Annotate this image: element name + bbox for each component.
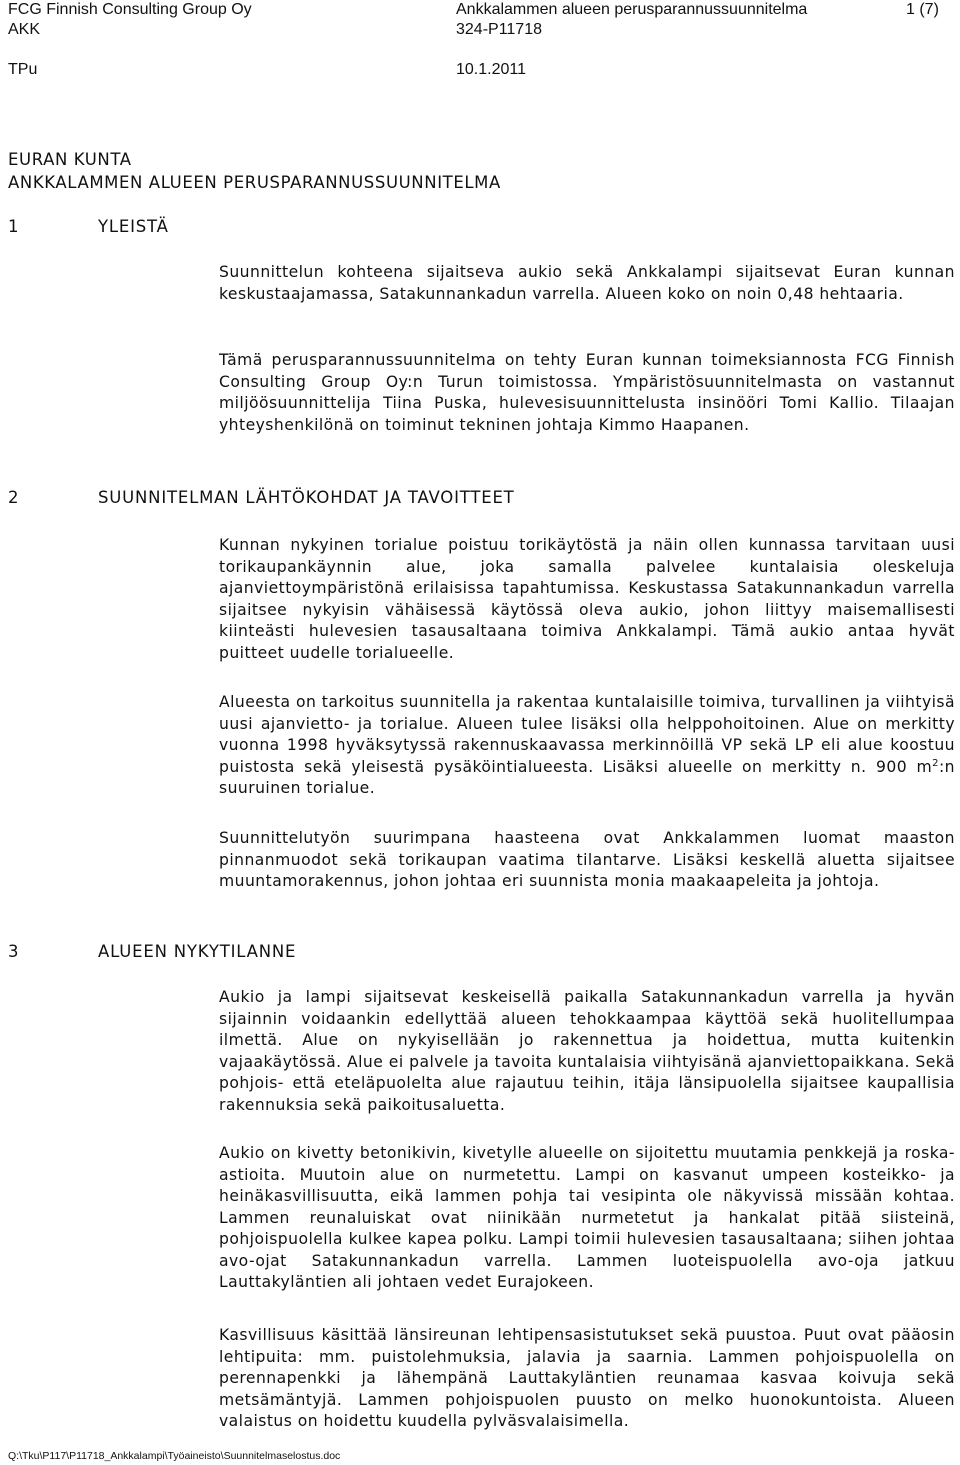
header-author: TPu [8,61,38,78]
section-heading-3 [8,941,708,963]
paragraph-surfaces: Aukio on kivetty betonikivin, kivetylle alueelle on sijoitettu muutamia penkkejä ja roska-astioita. Muutoin alue on nurmetettu. Lampi on kasvanut umpeen kosteikko- ja heinäkasvillisuutta, eikä lammen pohja tai vesipinta ole näkyvissä missään kohtaa. Lammen reunaluiskat ovat niinikään nurmetetut ja hankalat pitää siisteinä, pohjoispuolella kulkee kapea polku. Lampi toimii hulevesien tasausaltaana; siihen johtaa avo-ojat Satakunnankadun varrella. Lammen luoteispuolella avo-oja jatkuu Lauttakyläntien ali johtaen vedet Eurajokeen. [219,1144,955,1291]
header-page-number: 1 (7) [906,1,939,18]
section-title: YLEISTÄ [98,217,169,236]
paragraph-goals-text-end: :n suuruinen torialue. [219,757,955,797]
header-date: 10.1.2011 [456,61,526,78]
section-title: ALUEEN NYKYTILANNE [98,942,297,961]
paragraph-current-use: Aukio ja lampi sijaitsevat keskeisellä paikalla Satakunnankadun varrella ja hyvän sijainnin voidaankin edellyttää alueen tehokkaampaa käyttöä sekä huolitellumpaa ilmettä. Alue on nykyisellään jo rakennettua ja hoidettua, mutta kuitenkin vajaakäytössä. Alue ei palvele ja tavoita kuntalaisia viihtyisänä ajanviettopaikkana. Sekä pohjois- että eteläpuolelta alue rajautuu teihin, itäja länsipuolella sijaitsee kaupallisia rakennuksia sekä paikoitusaluetta. [219,988,955,1114]
paragraph-vegetation: Kasvillisuus käsittää länsireunan lehtipensasistutukset sekä puustoa. Puut ovat pääosin lehtipuita: mm. puistolehmuksia, jalavia ja saarnia. Lammen pohjoispuolella on perennapenkki ja lähempänä Lauttakyläntien reunamaa kasvaa koivuja sekä metsämäntyjä. Lammen pohjoispuolen puusto on melko huonokuntoista. Alueen valaistus on hoidettu kuudella pylväsvalaisimella. [219,1326,955,1430]
section-heading-2 [8,487,708,509]
header-company: FCG Finnish Consulting Group Oy [8,1,252,18]
document-title-municipality: EURAN KUNTA [8,150,132,169]
footer-file-path: Q:\Tku\P117\P11718_Ankkalampi\Työaineisto\Suunnitelmaselostus.doc [8,1450,341,1462]
header-unit: AKK [8,21,41,38]
section-number: 2 [8,488,19,507]
section-heading-1 [8,216,708,238]
document-title-plan: ANKKALAMMEN ALUEEN PERUSPARANNUSSUUNNITELMA [8,173,501,192]
paragraph-background: Kunnan nykyinen torialue poistuu torikäytöstä ja näin ollen kunnassa tarvitaan uusi torikaupankäynnin alue, joka samalla palvelee kuntalaisia oleskeluja ajanviettoympäristönä erilaisissa tapahtumissa. Keskustassa Satakunnankadun varrella sijaitsee nykyisin vähäisessä käytössä oleva aukio, johon liittyy maisemallisesti kiinteästi hulevesien tasausaltaana toimiva Ankkalampi. Tämä aukio antaa hyvät puitteet uudelle torialueelle. [219,536,955,662]
paragraph-challenges: Suunnittelutyön suurimpana haasteena ovat Ankkalammen luomat maaston pinnanmuodot sekä torikaupan vaatima tilantarve. Lisäksi keskellä aluetta sijaitsee muuntamorakennus, johon johtaa eri suunnista monia maakaapeleita ja johtoja. [219,829,955,890]
paragraph-goals [219,692,955,800]
section-number: 3 [8,942,19,961]
superscript: 2 [932,757,939,769]
paragraph-commission: Tämä perusparannussuunnitelma on tehty Euran kunnan toimeksiannosta FCG Finnish Consulting Group Oy:n Turun toimistossa. Ympäristösuunnitelmasta on vastannut miljöösuunnittelija Tiina Puska, hulevesisuunnittelusta insinööri Tomi Kallio. Tilaajan yhteyshenkilönä on toiminut tekninen johtaja Kimmo Haapanen. [219,351,955,434]
section-title: SUUNNITELMAN LÄHTÖKOHDAT JA TAVOITTEET [98,488,515,507]
paragraph-location: Suunnittelun kohteena sijaitseva aukio sekä Ankkalampi sijaitsevat Euran kunnan keskustaajamassa, Satakunnankadun varrella. Alueen koko on noin 0,48 hehtaaria. [219,263,955,303]
header-doc-title: Ankkalammen alueen perusparannussuunnitelma [456,1,808,18]
paragraph-goals-text: Alueesta on tarkoitus suunnitella ja rakentaa kuntalaisille toimiva, turvallinen ja viihtyisä uusi ajanvietto- ja torialue. Alueen tulee lisäksi olla helppohoitoinen. Alue on merkitty vuonna 1998 hyväksytyssä rakennuskaavassa merkinnöillä VP sekä LP eli alue koostuu puistosta sekä yleisestä pysäköintialueesta. Lisäksi alueelle on merkitty n. 900 m [219,693,955,776]
header-project-number: 324-P11718 [456,21,542,38]
section-number: 1 [8,217,19,236]
